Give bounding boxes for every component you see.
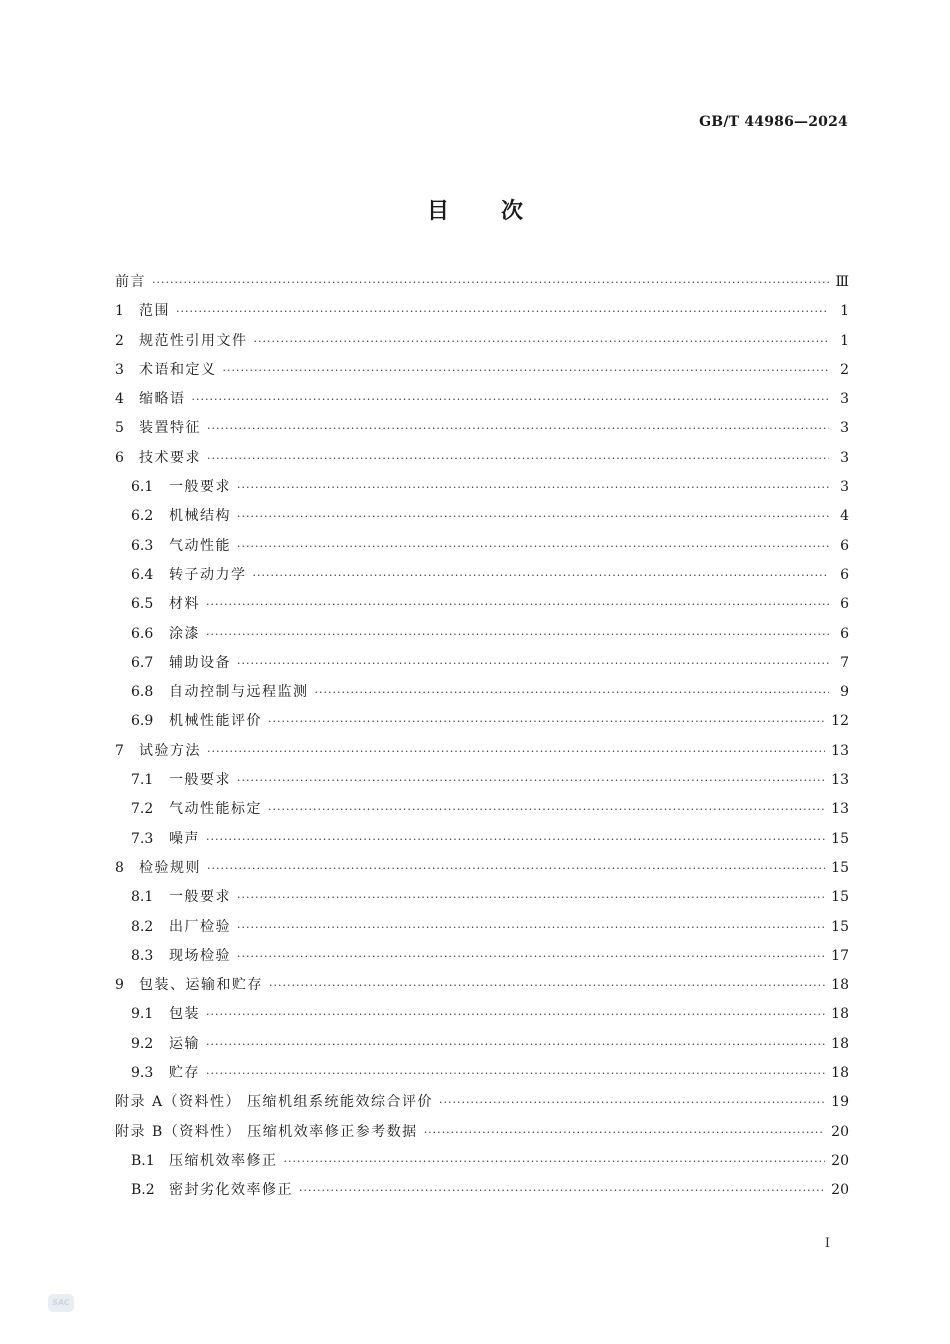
toc-entry[interactable] <box>115 1118 849 1147</box>
toc-dot-leader <box>237 649 829 678</box>
toc-entry-label: 气动性能 <box>169 537 231 554</box>
toc-entry-number: 9.2 <box>131 1035 154 1052</box>
toc-entry-page: 13 <box>831 772 849 789</box>
toc-entry[interactable] <box>115 356 849 385</box>
toc-entry[interactable] <box>115 1059 849 1088</box>
toc-entry[interactable] <box>115 444 849 473</box>
toc-entry-label: 机械性能评价 <box>169 713 262 730</box>
toc-dot-leader <box>268 707 825 736</box>
toc-dot-leader <box>237 942 825 971</box>
toc-entry-number: 8.3 <box>131 947 154 964</box>
toc-dot-leader <box>176 297 829 326</box>
toc-dot-leader <box>207 444 829 473</box>
toc-entry-number: 7.3 <box>131 830 154 847</box>
toc-entry-page: 18 <box>831 1006 849 1023</box>
toc-entry-label: 术语和定义 <box>139 361 217 378</box>
toc-entry-page: 19 <box>831 1094 849 1111</box>
toc-dot-leader <box>223 356 830 385</box>
toc-entry-label: 包装、运输和贮存 <box>139 977 263 994</box>
toc-entry[interactable] <box>115 1000 849 1029</box>
toc-entry-label: 涂漆 <box>169 625 200 642</box>
toc-entry-number: 6.8 <box>131 684 154 701</box>
table-of-contents <box>115 268 849 1206</box>
toc-entry-page: 15 <box>831 918 849 935</box>
toc-entry[interactable] <box>115 942 849 971</box>
toc-entry[interactable] <box>115 766 849 795</box>
toc-entry-label: 一般要求 <box>169 479 231 496</box>
toc-entry-label: 出厂检验 <box>169 918 231 935</box>
toc-entry-label: 压缩机效率修正 <box>169 1152 278 1169</box>
toc-entry[interactable] <box>115 707 849 736</box>
toc-entry-number: 6 <box>115 449 124 466</box>
toc-dot-leader <box>269 971 825 1000</box>
toc-entry-label: 一般要求 <box>169 889 231 906</box>
toc-dot-leader <box>207 414 829 443</box>
toc-dot-leader <box>206 590 829 619</box>
toc-entry-page: 15 <box>831 859 849 876</box>
toc-entry[interactable] <box>115 883 849 912</box>
toc-entry-page: 7 <box>840 654 849 671</box>
toc-entry-label: 材料 <box>169 596 200 613</box>
toc-entry[interactable] <box>115 971 849 1000</box>
toc-dot-leader <box>237 502 829 531</box>
toc-entry-page: 3 <box>840 391 849 408</box>
toc-entry-label: 前言 <box>115 274 146 290</box>
toc-entry[interactable] <box>115 678 849 707</box>
toc-entry-label: 自动控制与远程监测 <box>169 684 309 701</box>
toc-entry-page: 4 <box>840 508 849 525</box>
toc-entry-page: 1 <box>840 303 849 320</box>
toc-entry-label: 气动性能标定 <box>169 801 262 818</box>
toc-entry-label: 机械结构 <box>169 508 231 525</box>
toc-dot-leader <box>206 1059 825 1088</box>
toc-entry[interactable] <box>115 385 849 414</box>
toc-entry-page: 6 <box>840 566 849 583</box>
toc-entry-page: 15 <box>831 889 849 906</box>
toc-dot-leader <box>207 737 825 766</box>
toc-entry-page: 1 <box>840 332 849 349</box>
toc-dot-leader <box>237 532 829 561</box>
page-title: 目次 <box>426 199 575 224</box>
toc-entry-label: 附录 A（资料性） 压缩机组系统能效综合评价 <box>115 1094 434 1111</box>
toc-entry-label: 密封劣化效率修正 <box>169 1182 293 1199</box>
toc-dot-leader <box>439 1088 825 1117</box>
standard-code: GB/T 44986—2024 <box>699 114 848 130</box>
toc-entry-label: 包装 <box>169 1006 200 1023</box>
toc-entry-page: 20 <box>831 1182 849 1199</box>
toc-entry-number: 8.2 <box>131 918 154 935</box>
toc-entry-number: 9.3 <box>131 1065 154 1082</box>
toc-entry-label: 噪声 <box>169 830 200 847</box>
toc-entry-page: 3 <box>840 449 849 466</box>
toc-entry[interactable] <box>115 327 849 356</box>
toc-entry[interactable] <box>115 854 849 883</box>
toc-entry[interactable] <box>115 825 849 854</box>
toc-entry-label: 辅助设备 <box>169 654 231 671</box>
toc-dot-leader <box>206 1000 825 1029</box>
toc-entry-page: 20 <box>831 1123 849 1140</box>
toc-entry-page: 9 <box>840 684 849 701</box>
toc-entry-label: 试验方法 <box>139 742 201 759</box>
toc-entry-label: 装置特征 <box>139 420 201 437</box>
toc-dot-leader <box>254 327 830 356</box>
toc-entry-page: 13 <box>831 742 849 759</box>
toc-entry-page: 20 <box>831 1152 849 1169</box>
toc-dot-leader <box>284 1147 826 1176</box>
toc-entry-page: Ⅲ <box>835 274 849 290</box>
toc-entry[interactable] <box>115 561 849 590</box>
toc-entry-number: 2 <box>115 332 124 349</box>
sac-watermark-logo: SAC <box>48 1294 74 1312</box>
toc-entry-page: 15 <box>831 830 849 847</box>
toc-dot-leader <box>315 678 830 707</box>
toc-dot-leader <box>192 385 830 414</box>
toc-entry-page: 3 <box>840 479 849 496</box>
toc-entry-number: 3 <box>115 361 124 378</box>
toc-entry[interactable] <box>115 414 849 443</box>
toc-entry[interactable] <box>115 795 849 824</box>
toc-entry-number: 9 <box>115 977 124 994</box>
toc-entry-number: 6.6 <box>131 625 154 642</box>
toc-entry-number: B.1 <box>131 1152 155 1169</box>
toc-entry[interactable] <box>115 297 849 326</box>
toc-entry[interactable] <box>115 590 849 619</box>
toc-entry-number: 6.7 <box>131 654 154 671</box>
toc-entry[interactable] <box>115 737 849 766</box>
toc-entry-number: 6.1 <box>131 479 154 496</box>
toc-dot-leader <box>237 913 825 942</box>
toc-entry-page: 12 <box>831 713 849 730</box>
toc-entry-page: 6 <box>840 537 849 554</box>
toc-dot-leader <box>207 854 825 883</box>
toc-entry-number: 6.5 <box>131 596 154 613</box>
toc-entry-page: 6 <box>840 596 849 613</box>
toc-entry-page: 17 <box>831 947 849 964</box>
toc-entry-page: 18 <box>831 977 849 994</box>
toc-entry-number: 6.2 <box>131 508 154 525</box>
toc-entry-label: 缩略语 <box>139 391 186 408</box>
toc-entry[interactable] <box>115 1147 849 1176</box>
toc-entry-label: 附录 B（资料性） 压缩机效率修正参考数据 <box>115 1123 418 1140</box>
toc-dot-leader <box>206 825 825 854</box>
toc-entry-number: 4 <box>115 391 124 408</box>
toc-dot-leader <box>206 620 829 649</box>
toc-entry-number: 6.4 <box>131 566 154 583</box>
toc-entry-number: 5 <box>115 420 124 437</box>
toc-entry-label: 现场检验 <box>169 947 231 964</box>
toc-entry[interactable] <box>115 913 849 942</box>
toc-dot-leader <box>237 766 825 795</box>
toc-entry-number: 1 <box>115 303 124 320</box>
toc-entry-page: 18 <box>831 1035 849 1052</box>
toc-dot-leader <box>299 1176 825 1205</box>
toc-entry-label: 检验规则 <box>139 859 201 876</box>
toc-entry[interactable] <box>115 1030 849 1059</box>
toc-entry-label: 贮存 <box>169 1065 200 1082</box>
toc-entry[interactable] <box>115 1176 849 1205</box>
toc-entry-label: 规范性引用文件 <box>139 332 248 349</box>
toc-entry-number: 8 <box>115 859 124 876</box>
toc-entry[interactable] <box>115 1088 849 1117</box>
toc-entry[interactable] <box>115 268 849 297</box>
toc-entry-label: 范围 <box>139 303 170 320</box>
toc-entry-label: 转子动力学 <box>169 566 247 583</box>
toc-entry-number: 8.1 <box>131 889 154 906</box>
toc-entry[interactable] <box>115 502 849 531</box>
toc-dot-leader <box>237 883 825 912</box>
toc-entry[interactable] <box>115 532 849 561</box>
toc-entry-page: 18 <box>831 1065 849 1082</box>
toc-entry-number: 6.9 <box>131 713 154 730</box>
toc-entry[interactable] <box>115 620 849 649</box>
toc-dot-leader <box>268 795 825 824</box>
toc-entry-page: 3 <box>840 420 849 437</box>
toc-entry[interactable] <box>115 473 849 502</box>
toc-entry-page: 2 <box>840 361 849 378</box>
toc-dot-leader <box>424 1118 825 1147</box>
toc-dot-leader <box>237 473 829 502</box>
toc-entry-number: B.2 <box>131 1182 155 1199</box>
toc-entry-label: 技术要求 <box>139 449 201 466</box>
toc-entry-label: 运输 <box>169 1035 200 1052</box>
toc-dot-leader <box>206 1030 825 1059</box>
toc-entry-page: 13 <box>831 801 849 818</box>
page-number: I <box>824 1236 830 1251</box>
toc-dot-leader <box>253 561 830 590</box>
toc-entry-number: 9.1 <box>131 1006 154 1023</box>
toc-dot-leader <box>152 268 829 297</box>
toc-entry-page: 6 <box>840 625 849 642</box>
toc-entry[interactable] <box>115 649 849 678</box>
toc-entry-number: 7.2 <box>131 801 154 818</box>
toc-entry-number: 7 <box>115 742 124 759</box>
toc-entry-number: 7.1 <box>131 772 154 789</box>
toc-entry-number: 6.3 <box>131 537 154 554</box>
toc-entry-label: 一般要求 <box>169 772 231 789</box>
